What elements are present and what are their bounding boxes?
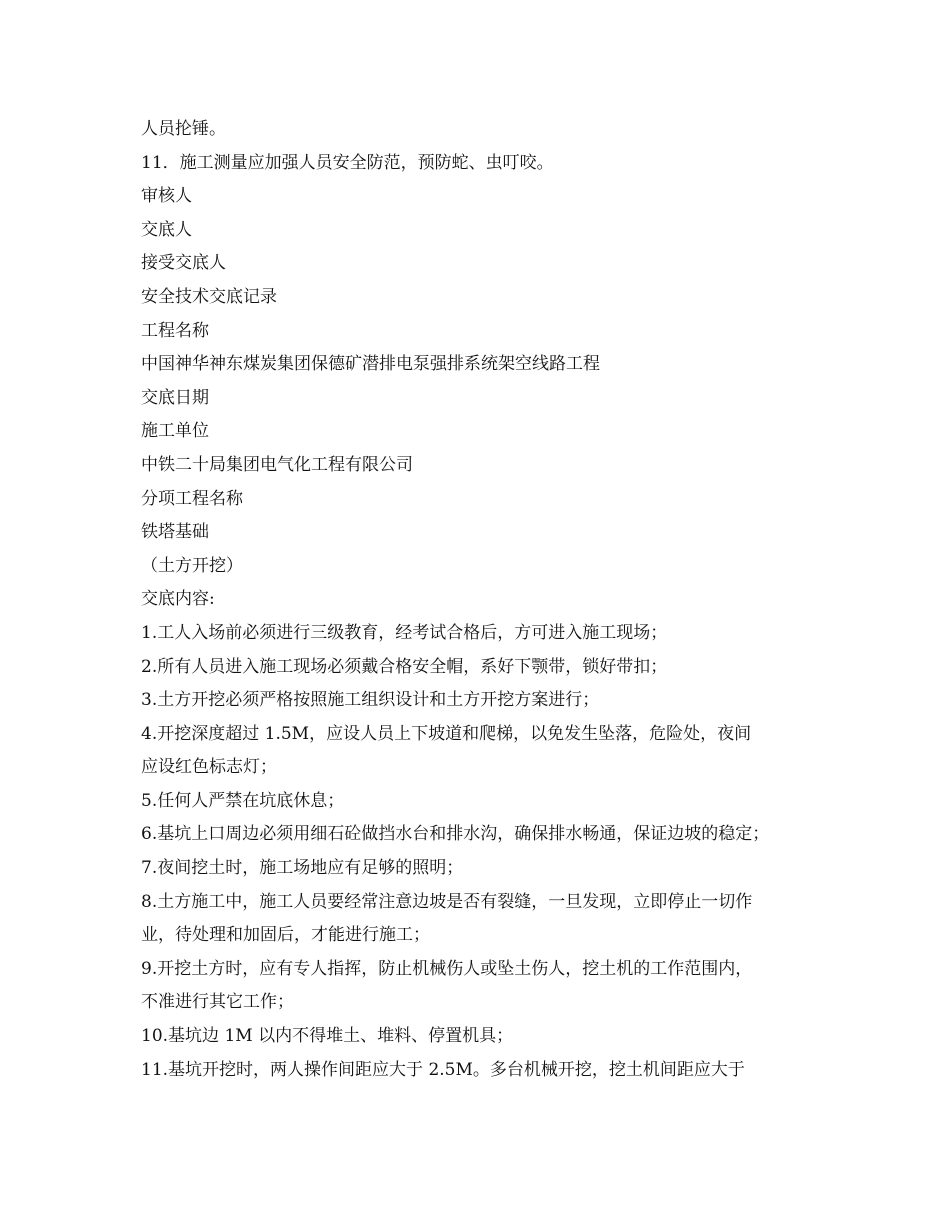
list-item: 11.基坑开挖时，两人操作间距应大于 2.5M。多台机械开挖，挖土机间距应大于 <box>141 1059 745 1080</box>
list-item: 2.所有人员进入施工现场必须戴合格安全帽，系好下颚带，锁好带扣； <box>141 656 668 677</box>
list-item-continuation: 业，待处理和加固后，才能进行施工； <box>141 925 430 946</box>
text-line: 接受交底人 <box>141 253 226 274</box>
text-line: 交底人 <box>141 219 192 240</box>
list-item: 9.开挖土方时，应有专人指挥，防止机械伤人或坠土伤人，挖土机的工作范围内， <box>141 958 753 979</box>
list-item-continuation: 不准进行其它工作； <box>141 992 294 1013</box>
field-label: 分项工程名称 <box>141 488 243 509</box>
list-item: 7.夜间挖土时，施工场地应有足够的照明； <box>141 858 464 879</box>
field-label: 交底内容: <box>141 589 215 610</box>
section-title: 安全技术交底记录 <box>141 286 277 307</box>
field-value: 中国神华神东煤炭集团保德矿潜排电泵强排系统架空线路工程 <box>141 354 600 375</box>
list-item: 1.工人入场前必须进行三级教育，经考试合格后，方可进入施工现场； <box>141 622 668 643</box>
list-item-continuation: 应设红色标志灯； <box>141 757 277 778</box>
list-item: 5.任何人严禁在坑底休息； <box>141 790 345 811</box>
field-label: 施工单位 <box>141 421 209 442</box>
field-value: 中铁二十局集团电气化工程有限公司 <box>141 454 413 475</box>
text-line: 11．施工测量应加强人员安全防范，预防蛇、虫叮咬。 <box>141 152 554 173</box>
field-value: 铁塔基础 <box>141 522 209 543</box>
text-line: 审核人 <box>141 186 192 207</box>
text-line: 人员抡锤。 <box>141 119 226 139</box>
list-item: 8.土方施工中，施工人员要经常注意边坡是否有裂缝，一旦发现，立即停止一切作 <box>141 891 753 912</box>
field-label: 交底日期 <box>141 387 209 408</box>
list-item: 10.基坑边 1M 以内不得堆土、堆料、停置机具； <box>141 1026 514 1047</box>
field-value: （土方开挖） <box>141 555 243 576</box>
list-item: 4.开挖深度超过 1.5M，应设人员上下坡道和爬梯，以免发生坠落，危险处，夜间 <box>141 723 752 744</box>
document-body <box>141 113 831 1087</box>
field-label: 工程名称 <box>141 320 209 341</box>
list-item: 3.土方开挖必须严格按照施工组织设计和土方开挖方案进行； <box>141 690 600 711</box>
list-item: 6.基坑上口周边必须用细石砼做挡水台和排水沟，确保排水畅通，保证边坡的稳定； <box>141 824 770 845</box>
